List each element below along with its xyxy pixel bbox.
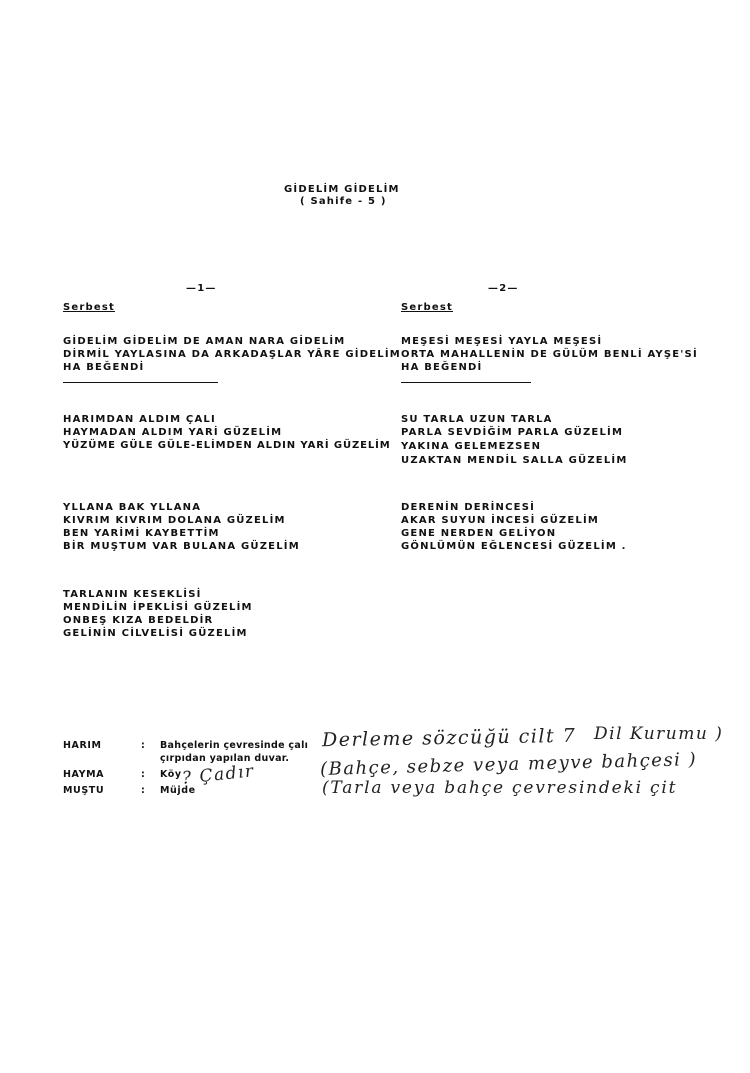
lyric-line: ORTA MAHALLENİN DE GÜLÜM BENLİ AYŞE'Sİ [401,349,698,360]
left-song-number: —1— [186,283,217,294]
lyric-line: KIVRIM KIVRIM DOLANA GÜZELİM [63,515,286,526]
lyric-line: MENDİLİN İPEKLİSİ GÜZELİM [63,602,253,613]
glossary-term: HARIM [63,740,102,751]
right-tempo: Serbest [401,302,453,313]
glossary-definition-cont: çırpıdan yapılan duvar. [160,753,290,764]
left-tempo: Serbest [63,302,115,313]
lyric-line: AKAR SUYUN İNCESİ GÜZELİM [401,515,600,526]
lyric-line: SU TARLA UZUN TARLA [401,414,553,425]
lyric-line: BEN YARİMİ KAYBETTİM [63,528,220,539]
lyric-line: HAYMADAN ALDIM YARİ GÜZELİM [63,427,283,438]
glossary-separator: : [141,769,146,780]
section-divider [401,382,531,383]
page-subtitle: ( Sahife - 5 ) [300,196,387,207]
lyric-line: DİRMİL YAYLASINA DA ARKADAŞLAR YÂRE GİDELİM [63,349,401,360]
glossary-definition: Müjde [160,785,196,796]
lyric-line: GELİNİN CİLVELİSİ GÜZELİM [63,628,248,639]
lyric-line: ONBEŞ KIZA BEDELDİR [63,615,214,626]
lyric-line: HARIMDAN ALDIM ÇALI [63,414,216,425]
handwritten-line: (Bahçe, sebze veya meyve bahçesi ) [319,749,698,780]
glossary-definition: Köy [160,769,182,780]
glossary-term: HAYMA [63,769,105,780]
lyric-line: DERENİN DERİNCESİ [401,502,536,513]
glossary-term: MUŞTU [63,785,105,796]
lyric-line: BİR MUŞTUM VAR BULANA GÜZELİM [63,541,300,552]
glossary-definition: Bahçelerin çevresinde çalı [160,740,309,751]
lyric-line: MEŞESİ MEŞESİ YAYLA MEŞESİ [401,336,603,347]
right-song-number: —2— [488,283,519,294]
glossary-separator: : [141,740,146,751]
lyric-line: GİDELİM GİDELİM DE AMAN NARA GİDELİM [63,336,346,347]
handwritten-line: Dil Kurumu ) [594,724,724,744]
lyric-line: TARLANIN KESEKLİSİ [63,589,202,600]
handwritten-note: ? Çadır [181,761,256,789]
lyric-line: GENE NERDEN GELİYON [401,528,557,539]
lyric-line: YÜZÜME GÜLE GÜLE-ELİMDEN ALDIN YARİ GÜZELİM [63,440,391,451]
lyric-line: GÖNLÜMÜN EĞLENCESİ GÜZELİM . [401,541,627,552]
lyric-line: UZAKTAN MENDİL SALLA GÜZELİM [401,455,628,466]
handwritten-line: Derleme sözcüğü cilt 7 [321,724,577,752]
glossary-separator: : [141,785,146,796]
lyric-line: HA BEĞENDİ [401,362,483,373]
lyric-line: HA BEĞENDİ [63,362,145,373]
page-title: GİDELİM GİDELİM [284,184,400,195]
handwritten-line: (Tarla veya bahçe çevresindeki çit [322,778,678,798]
section-divider [63,382,218,383]
lyric-line: YLLANA BAK YLLANA [63,502,202,513]
lyric-line: YAKINA GELEMEZSEN [401,441,542,452]
lyric-line: PARLA SEVDİĞİM PARLA GÜZELİM [401,427,624,438]
